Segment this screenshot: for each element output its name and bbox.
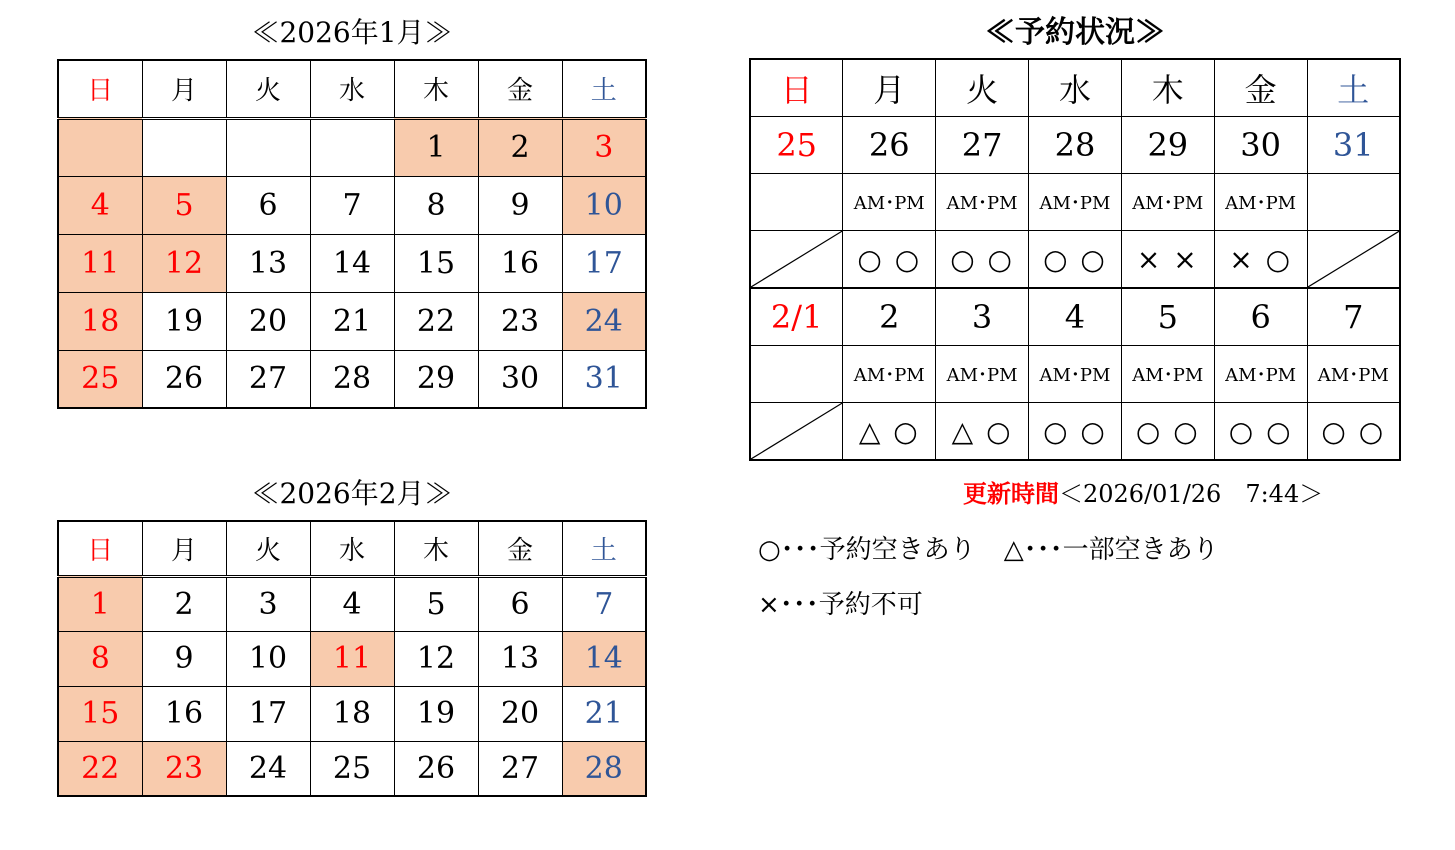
status-weekday-row (750, 59, 1400, 117)
status-date-cell: 29 (1121, 117, 1214, 174)
day-cell: 17 (562, 234, 646, 292)
day-cell: 23 (478, 292, 562, 350)
day-cell: 26 (394, 741, 478, 796)
day-cell: 15 (58, 686, 142, 741)
day-cell: 22 (394, 292, 478, 350)
weekday-cell: 月 (142, 60, 226, 118)
status-date-cell: 25 (750, 117, 843, 174)
day-cell: 18 (310, 686, 394, 741)
status-marks-cell: ○ ○ (1214, 403, 1307, 461)
weekday-cell: 日 (58, 521, 142, 576)
legend-row-2 (758, 588, 923, 622)
day-cell: 15 (394, 234, 478, 292)
status-marks-cell: ○ ○ (936, 231, 1029, 289)
weekday-cell: 土 (562, 60, 646, 118)
weekday-cell: 金 (478, 521, 562, 576)
legend-available: ○･･･予約空きあり (758, 535, 976, 565)
day-cell: 9 (478, 176, 562, 234)
status-date-cell: 31 (1307, 117, 1400, 174)
day-cell (58, 118, 142, 176)
day-cell: 31 (562, 350, 646, 408)
day-cell: 16 (478, 234, 562, 292)
february-calendar (57, 520, 647, 797)
weekday-cell: 日 (58, 60, 142, 118)
day-cell: 14 (310, 234, 394, 292)
status-marks-cell: × ○ (1214, 231, 1307, 289)
week-row (58, 576, 646, 631)
status-ampm-cell: AM･PM (1214, 174, 1307, 231)
status-ampm-cell (750, 174, 843, 231)
day-cell: 13 (478, 631, 562, 686)
status-weekday-cell: 日 (750, 59, 843, 117)
day-cell: 3 (226, 576, 310, 631)
day-cell: 20 (478, 686, 562, 741)
slash-line (1308, 231, 1399, 287)
status-ampm-row (750, 346, 1400, 403)
status-date-cell: 4 (1029, 288, 1122, 346)
january-calendar (57, 59, 647, 409)
week-row (58, 176, 646, 234)
day-cell: 21 (562, 686, 646, 741)
status-weekday-cell: 土 (1307, 59, 1400, 117)
status-date-cell: 26 (843, 117, 936, 174)
day-cell: 5 (142, 176, 226, 234)
status-ampm-cell: AM･PM (843, 174, 936, 231)
day-cell: 19 (142, 292, 226, 350)
day-cell (142, 118, 226, 176)
status-date-cell: 5 (1121, 288, 1214, 346)
day-cell: 18 (58, 292, 142, 350)
weekday-cell: 木 (394, 521, 478, 576)
day-cell: 7 (310, 176, 394, 234)
day-cell: 6 (226, 176, 310, 234)
status-marks-cell (750, 231, 843, 289)
day-cell: 25 (310, 741, 394, 796)
status-ampm-cell: AM･PM (1307, 346, 1400, 403)
day-cell: 28 (562, 741, 646, 796)
status-marks-cell (750, 403, 843, 461)
weekday-cell: 金 (478, 60, 562, 118)
reservation-status-title: ≪予約状況≫ (985, 15, 1165, 50)
day-cell: 10 (226, 631, 310, 686)
day-cell: 5 (394, 576, 478, 631)
legend-partial: △･･･一部空きあり (1003, 535, 1219, 565)
day-cell: 28 (310, 350, 394, 408)
day-cell: 4 (310, 576, 394, 631)
status-weekday-cell: 火 (936, 59, 1029, 117)
day-cell: 9 (142, 631, 226, 686)
day-cell: 27 (226, 350, 310, 408)
week-row (58, 741, 646, 796)
week-row (58, 631, 646, 686)
status-ampm-cell (1307, 174, 1400, 231)
day-cell: 7 (562, 576, 646, 631)
slash-line (751, 231, 842, 287)
slash-line (751, 403, 842, 459)
day-cell: 11 (58, 234, 142, 292)
status-ampm-cell: AM･PM (1214, 346, 1307, 403)
day-cell: 25 (58, 350, 142, 408)
weekday-cell: 土 (562, 521, 646, 576)
day-cell: 1 (58, 576, 142, 631)
day-cell: 26 (142, 350, 226, 408)
status-weekday-cell: 金 (1214, 59, 1307, 117)
day-cell: 20 (226, 292, 310, 350)
status-date-cell: 28 (1029, 117, 1122, 174)
day-cell: 19 (394, 686, 478, 741)
status-marks-cell: ○ ○ (1029, 403, 1122, 461)
legend-row-1 (758, 533, 1219, 567)
week-row (58, 234, 646, 292)
status-ampm-row (750, 174, 1400, 231)
status-marks-cell: ○ ○ (1307, 403, 1400, 461)
last-updated-value: ＜2026/01/26 7:44＞ (1059, 480, 1324, 508)
status-marks-cell (1307, 231, 1400, 289)
status-marks-cell: ○ ○ (843, 231, 936, 289)
status-marks-cell: △ ○ (936, 403, 1029, 461)
day-cell: 1 (394, 118, 478, 176)
status-date-cell: 30 (1214, 117, 1307, 174)
status-weekday-cell: 月 (843, 59, 936, 117)
day-cell: 23 (142, 741, 226, 796)
status-weekday-cell: 木 (1121, 59, 1214, 117)
weekday-cell: 火 (226, 60, 310, 118)
last-updated-label: 更新時間 (963, 479, 1059, 508)
status-date-row (750, 117, 1400, 174)
week-row (58, 292, 646, 350)
reservation-status-table (749, 58, 1401, 461)
weekday-cell: 水 (310, 60, 394, 118)
weekday-cell: 火 (226, 521, 310, 576)
day-cell: 8 (58, 631, 142, 686)
weekday-cell: 水 (310, 521, 394, 576)
day-cell: 8 (394, 176, 478, 234)
day-cell: 16 (142, 686, 226, 741)
week-row (58, 350, 646, 408)
status-ampm-cell: AM･PM (1121, 174, 1214, 231)
day-cell: 27 (478, 741, 562, 796)
status-date-cell: 2 (843, 288, 936, 346)
status-date-cell: 2/1 (750, 288, 843, 346)
status-date-cell: 6 (1214, 288, 1307, 346)
status-ampm-cell: AM･PM (1029, 174, 1122, 231)
day-cell (226, 118, 310, 176)
day-cell: 24 (562, 292, 646, 350)
status-weekday-cell: 水 (1029, 59, 1122, 117)
status-marks-cell: ○ ○ (1029, 231, 1122, 289)
status-ampm-cell: AM･PM (1029, 346, 1122, 403)
day-cell: 13 (226, 234, 310, 292)
status-ampm-cell: AM･PM (843, 346, 936, 403)
last-updated (963, 478, 1323, 510)
status-ampm-cell (750, 346, 843, 403)
status-marks-cell: ○ ○ (1121, 403, 1214, 461)
status-marks-cell: × × (1121, 231, 1214, 289)
day-cell: 4 (58, 176, 142, 234)
day-cell (310, 118, 394, 176)
status-date-cell: 7 (1307, 288, 1400, 346)
weekday-cell: 月 (142, 521, 226, 576)
day-cell: 3 (562, 118, 646, 176)
day-cell: 14 (562, 631, 646, 686)
status-ampm-cell: AM･PM (1121, 346, 1214, 403)
weekday-header-row (58, 521, 646, 576)
day-cell: 2 (478, 118, 562, 176)
february-calendar-title: ≪2026年2月≫ (251, 477, 453, 510)
weekday-cell: 木 (394, 60, 478, 118)
day-cell: 30 (478, 350, 562, 408)
day-cell: 10 (562, 176, 646, 234)
day-cell: 12 (142, 234, 226, 292)
status-marks-row (750, 403, 1400, 461)
day-cell: 24 (226, 741, 310, 796)
status-ampm-cell: AM･PM (936, 346, 1029, 403)
legend-unavailable: ×･･･予約不可 (758, 590, 923, 620)
day-cell: 22 (58, 741, 142, 796)
week-row (58, 686, 646, 741)
day-cell: 29 (394, 350, 478, 408)
day-cell: 2 (142, 576, 226, 631)
status-date-cell: 3 (936, 288, 1029, 346)
status-ampm-cell: AM･PM (936, 174, 1029, 231)
status-marks-cell: △ ○ (843, 403, 936, 461)
day-cell: 6 (478, 576, 562, 631)
day-cell: 17 (226, 686, 310, 741)
status-marks-row (750, 231, 1400, 289)
week-row (58, 118, 646, 176)
january-calendar-title: ≪2026年1月≫ (251, 16, 453, 49)
weekday-header-row (58, 60, 646, 118)
status-date-cell: 27 (936, 117, 1029, 174)
day-cell: 21 (310, 292, 394, 350)
day-cell: 11 (310, 631, 394, 686)
status-date-row (750, 288, 1400, 346)
day-cell: 12 (394, 631, 478, 686)
